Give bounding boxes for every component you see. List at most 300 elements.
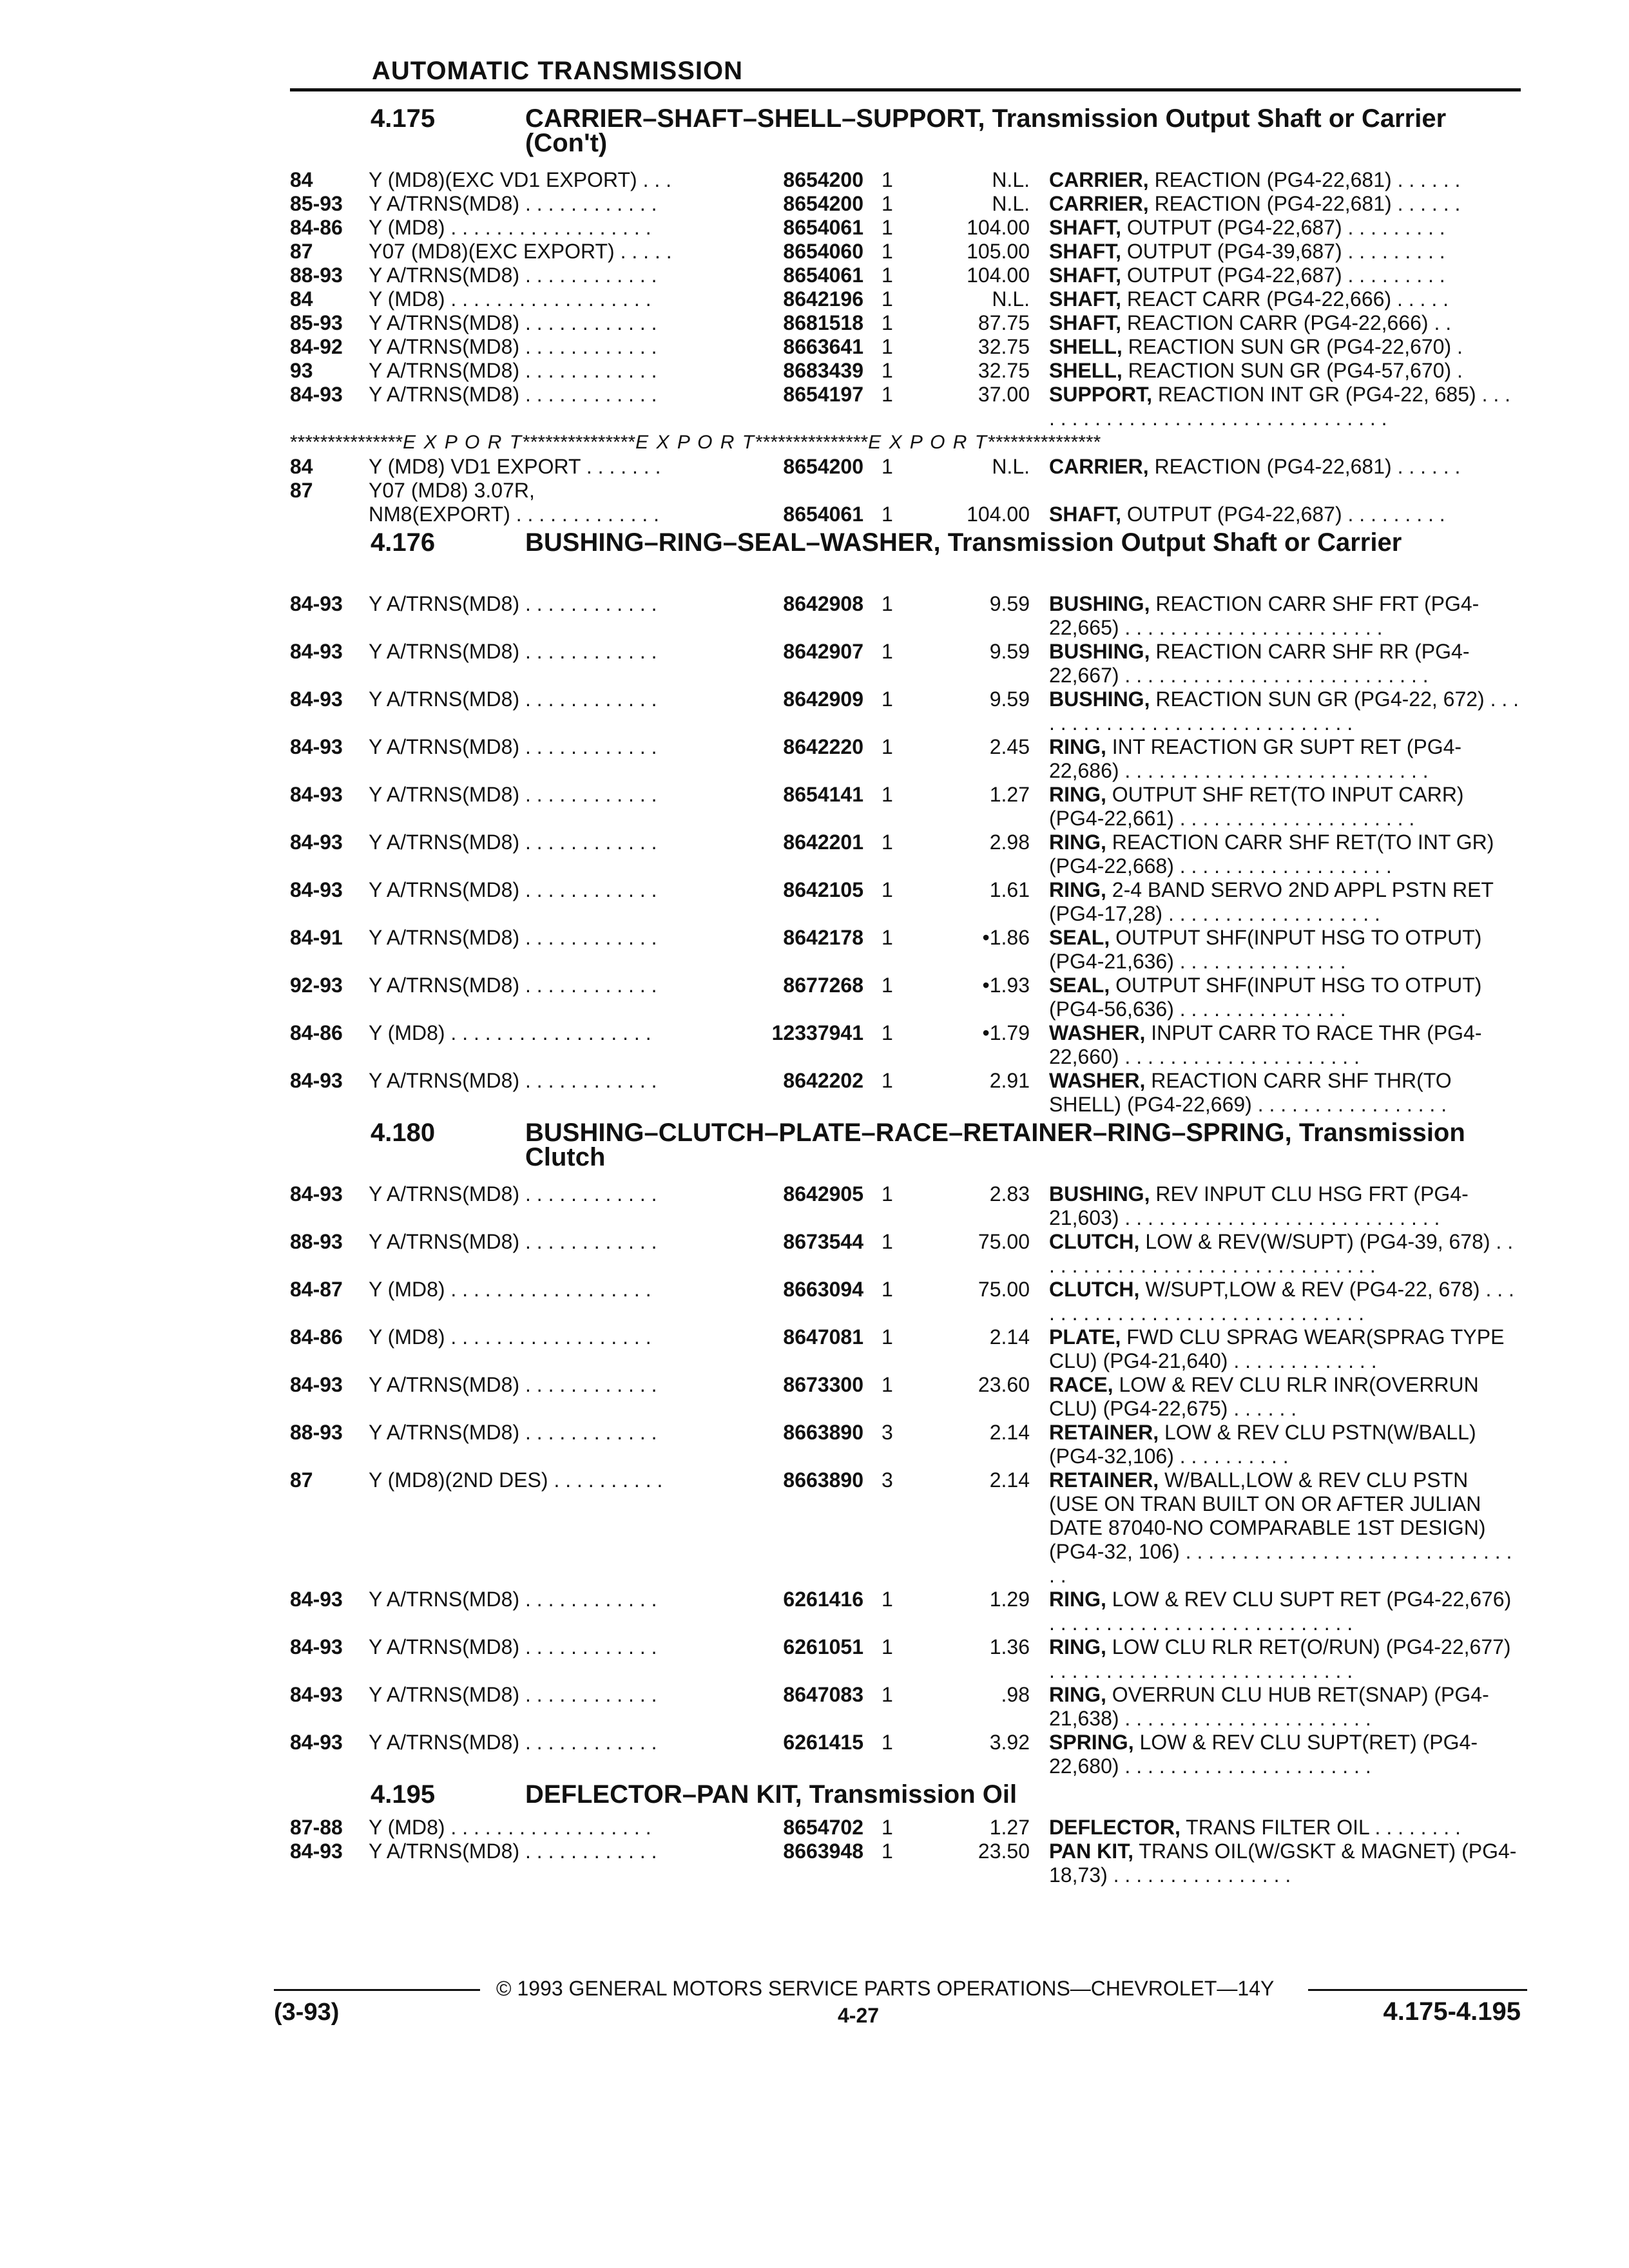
footer-rule-right (1308, 1989, 1527, 1991)
model-code: Y A/TRNS(MD8) . . . . . . . . . . . . (369, 383, 657, 406)
model-years: 84-93 (290, 592, 343, 615)
model-years: 88-93 (290, 1421, 343, 1444)
price: 1.61 (989, 878, 1030, 901)
model-years: 88-93 (290, 264, 343, 287)
part-description (1049, 831, 1519, 878)
model-code: Y A/TRNS(MD8) . . . . . . . . . . . . (369, 735, 657, 758)
part-number: 12337941 (771, 1021, 863, 1044)
model-code: Y A/TRNS(MD8) . . . . . . . . . . . . (369, 926, 657, 949)
quantity: 1 (882, 783, 893, 806)
part-number: 8642178 (783, 926, 863, 949)
footer-copyright: © 1993 GENERAL MOTORS SERVICE PARTS OPERATIONS—CHEVROLET—14Y (496, 1977, 1275, 2000)
part-description (1049, 192, 1519, 216)
part-number: 8647083 (783, 1683, 863, 1706)
model-code: Y (MD8) . . . . . . . . . . . . . . . . . . (369, 1325, 651, 1349)
model-code: Y A/TRNS(MD8) . . . . . . . . . . . . (369, 878, 657, 901)
part-detail: REACTION CARR SHF RR (PG4-22,667) . . . . . . . . . . . . . . . . . . . . . . . . . . . (1049, 640, 1470, 687)
part-name: SHAFT, (1049, 240, 1121, 263)
price: 32.75 (978, 359, 1030, 382)
part-detail: REACTION INT GR (PG4-22, 685) . . . . . . . . . . . . . . . . . . . . . . . . . . . . . . . . . (1049, 383, 1511, 430)
section-title-main: DEFLECTOR–PAN KIT, (525, 1780, 802, 1809)
section-title (525, 1782, 1518, 1807)
table-row (290, 1635, 1527, 1683)
model-years: 84-93 (290, 1731, 343, 1754)
part-number: 8642196 (783, 287, 863, 311)
price: •1.86 (982, 926, 1030, 949)
table-row (290, 1373, 1527, 1421)
table-row (290, 192, 1527, 216)
model-years: 84-91 (290, 926, 343, 949)
part-description (1049, 455, 1519, 479)
model-years: 87 (290, 479, 313, 502)
part-detail: LOW & REV CLU SUPT(RET) (PG4-22,680) . . . . . . . . . . . . . . . . . . . . . . (1049, 1731, 1478, 1778)
quantity: 1 (882, 503, 893, 526)
part-number: 8642907 (783, 640, 863, 663)
part-name: SHAFT, (1049, 503, 1121, 526)
model-years: 84 (290, 287, 313, 311)
quantity: 1 (882, 359, 893, 382)
model-code: Y A/TRNS(MD8) . . . . . . . . . . . . (369, 1182, 657, 1206)
model-years: 84-86 (290, 1325, 343, 1349)
model-code: Y (MD8) . . . . . . . . . . . . . . . . . . (369, 287, 651, 311)
header-rule (290, 88, 1521, 91)
part-detail: LOW & REV CLU SUPT RET (PG4-22,676) . . . . . . . . . . . . . . . . . . . . . . . . . . . (1049, 1588, 1512, 1635)
table-row (290, 1588, 1527, 1635)
part-name: SHAFT, (1049, 311, 1121, 334)
part-name: RETAINER, (1049, 1421, 1159, 1444)
model-years: 87 (290, 240, 313, 263)
price: 2.91 (989, 1069, 1030, 1092)
model-code: Y (MD8) VD1 EXPORT . . . . . . . (369, 455, 661, 478)
model-years: 84 (290, 455, 313, 478)
quantity: 1 (882, 687, 893, 711)
section-number: 4.176 (371, 528, 436, 557)
part-detail: REACTION SUN GR (PG4-22,670) . (1128, 335, 1463, 358)
model-years: 84-93 (290, 1635, 343, 1658)
table-row (290, 1840, 1527, 1887)
price: 1.36 (989, 1635, 1030, 1658)
export-label: E X P O R T (635, 432, 756, 453)
quantity: 3 (882, 1421, 893, 1444)
part-number: 8663948 (783, 1840, 863, 1863)
part-name: SEAL, (1049, 974, 1110, 997)
part-detail: OUTPUT SHF(INPUT HSG TO OTPUT) (PG4-21,636) . . . . . . . . . . . . . . . (1049, 926, 1482, 973)
model-years: 84-93 (290, 1840, 343, 1863)
model-years: 84-93 (290, 687, 343, 711)
part-number: 8654702 (783, 1816, 863, 1839)
quantity: 1 (882, 216, 893, 239)
part-name: BUSHING, (1049, 687, 1150, 711)
table-row (290, 1021, 1527, 1069)
model-code: Y A/TRNS(MD8) . . . . . . . . . . . . (369, 1635, 657, 1658)
table-row (290, 1683, 1527, 1731)
price: 2.14 (989, 1325, 1030, 1349)
model-code: Y07 (MD8)(EXC EXPORT) . . . . . (369, 240, 672, 263)
part-detail: REACTION SUN GR (PG4-57,670) . (1128, 359, 1463, 382)
part-description (1049, 1182, 1519, 1230)
section-title-main: BUSHING–CLUTCH–PLATE–RACE–RETAINER–RING–SPRING, (525, 1119, 1292, 1147)
table-row (290, 1069, 1527, 1117)
part-description (1049, 335, 1519, 359)
price: 104.00 (967, 503, 1030, 526)
price: 37.00 (978, 383, 1030, 406)
price: 9.59 (989, 640, 1030, 663)
price: •1.79 (982, 1021, 1030, 1044)
export-stars: *************** (755, 432, 869, 453)
model-code: Y A/TRNS(MD8) . . . . . . . . . . . . (369, 1069, 657, 1092)
table-row (290, 831, 1527, 878)
part-name: CARRIER, (1049, 192, 1149, 215)
model-code: Y (MD8) . . . . . . . . . . . . . . . . . . (369, 1816, 651, 1839)
part-detail: INPUT CARR TO RACE THR (PG4-22,660) . . . . . . . . . . . . . . . . . . . . . (1049, 1021, 1482, 1068)
part-description (1049, 1635, 1519, 1683)
table-row (290, 455, 1527, 479)
part-name: CLUTCH, (1049, 1278, 1140, 1301)
model-code-cont: NM8(EXPORT) . . . . . . . . . . . . . (369, 503, 660, 526)
section-4-176 (290, 530, 1527, 1117)
part-detail: LOW & REV CLU PSTN(W/BALL) (PG4-32,106) . . . . . . . . . . (1049, 1421, 1476, 1468)
export-label: E X P O R T (868, 432, 988, 453)
part-description (1049, 640, 1519, 687)
price: 2.45 (989, 735, 1030, 758)
part-number: 8642908 (783, 592, 863, 615)
quantity: 1 (882, 335, 893, 358)
table-row (290, 264, 1527, 287)
part-description (1049, 1069, 1519, 1117)
part-description (1049, 1683, 1519, 1731)
part-name: SHELL, (1049, 335, 1123, 358)
price: 23.50 (978, 1840, 1030, 1863)
part-description (1049, 1816, 1519, 1840)
part-name: BUSHING, (1049, 1182, 1150, 1206)
model-years: 85-93 (290, 192, 343, 215)
quantity: 1 (882, 831, 893, 854)
quantity: 3 (882, 1468, 893, 1492)
part-description (1049, 1230, 1519, 1278)
table-row (290, 1182, 1527, 1230)
table-row (290, 1278, 1527, 1325)
price: 9.59 (989, 687, 1030, 711)
price: 104.00 (967, 216, 1030, 239)
model-code: Y07 (MD8) 3.07R, (369, 479, 535, 502)
model-code: Y A/TRNS(MD8) . . . . . . . . . . . . (369, 974, 657, 997)
part-description (1049, 783, 1519, 831)
price: 23.60 (978, 1373, 1030, 1396)
table-row (290, 1731, 1527, 1778)
part-detail: LOW & REV(W/SUPT) (PG4-39, 678) . . . . . . . . . . . . . . . . . . . . . . . . . . . . . . . (1049, 1230, 1514, 1277)
part-description (1049, 216, 1519, 240)
parts-listing (290, 106, 1527, 1887)
table-row (290, 974, 1527, 1021)
model-code: Y A/TRNS(MD8) . . . . . . . . . . . . (369, 192, 657, 215)
section-heading (290, 106, 1527, 168)
table-row (290, 735, 1527, 783)
price: •1.93 (982, 974, 1030, 997)
part-name: SEAL, (1049, 926, 1110, 949)
section-title-sub: Transmission Output Shaft or Carrier (947, 528, 1402, 557)
model-code: Y A/TRNS(MD8) . . . . . . . . . . . . (369, 1588, 657, 1611)
part-description (1049, 926, 1519, 974)
table-row (290, 1325, 1527, 1373)
table-row (290, 311, 1527, 335)
part-description (1049, 1325, 1519, 1373)
model-years: 84 (290, 168, 313, 191)
table-row (290, 287, 1527, 311)
part-description (1049, 264, 1519, 287)
part-detail: OUTPUT (PG4-39,687) . . . . . . . . . (1126, 240, 1445, 263)
table-row (290, 216, 1527, 240)
part-detail: OUTPUT SHF(INPUT HSG TO OTPUT) (PG4-56,636) . . . . . . . . . . . . . . . (1049, 974, 1482, 1021)
quantity: 1 (882, 1021, 893, 1044)
section-title (525, 530, 1518, 555)
model-years: 84-93 (290, 1588, 343, 1611)
model-years: 84-93 (290, 1373, 343, 1396)
quantity: 1 (882, 735, 893, 758)
quantity: 1 (882, 1325, 893, 1349)
part-detail: REACTION (PG4-22,681) . . . . . . (1154, 455, 1461, 478)
model-code: Y A/TRNS(MD8) . . . . . . . . . . . . (369, 687, 657, 711)
quantity: 1 (882, 240, 893, 263)
part-detail: REACTION SUN GR (PG4-22, 672) . . . . . . . . . . . . . . . . . . . . . . . . . . . . . . (1049, 687, 1519, 735)
price: 105.00 (967, 240, 1030, 263)
table-row (290, 240, 1527, 264)
part-description (1049, 240, 1519, 264)
part-description (1049, 168, 1519, 192)
section-number: 4.180 (371, 1119, 436, 1147)
model-code: Y A/TRNS(MD8) . . . . . . . . . . . . (369, 1373, 657, 1396)
part-name: BUSHING, (1049, 640, 1150, 663)
part-detail: OUTPUT (PG4-22,687) . . . . . . . . . (1126, 216, 1445, 239)
table-row (290, 1468, 1527, 1588)
export-stars: *************** (290, 432, 403, 453)
model-code: Y (MD8) . . . . . . . . . . . . . . . . . . (369, 1021, 651, 1044)
part-detail: TRANS OIL(W/GSKT & MAGNET) (PG4-18,73) . . . . . . . . . . . . . . . . (1049, 1840, 1517, 1887)
quantity: 1 (882, 1069, 893, 1092)
part-description (1049, 359, 1519, 383)
part-detail: REACTION CARR (PG4-22,666) . . (1126, 311, 1452, 334)
section-title (525, 1120, 1518, 1169)
price: 75.00 (978, 1230, 1030, 1253)
part-detail: OUTPUT (PG4-22,687) . . . . . . . . . (1126, 264, 1445, 287)
quantity: 1 (882, 1278, 893, 1301)
part-description (1049, 311, 1519, 335)
model-years: 85-93 (290, 311, 343, 334)
part-detail: FWD CLU SPRAG WEAR(SPRAG TYPE CLU) (PG4-21,640) . . . . . . . . . . . . . (1049, 1325, 1505, 1372)
part-name: RING, (1049, 831, 1106, 854)
part-number: 8642909 (783, 687, 863, 711)
part-name: RING, (1049, 735, 1106, 758)
price: 1.27 (989, 1816, 1030, 1839)
part-number: 8654200 (783, 455, 863, 478)
table-row (290, 878, 1527, 926)
price: 75.00 (978, 1278, 1030, 1301)
part-name: SHELL, (1049, 359, 1123, 382)
part-detail: INT REACTION GR SUPT RET (PG4-22,686) . . . . . . . . . . . . . . . . . . . . . . . . . . . (1049, 735, 1462, 782)
section-4-180 (290, 1120, 1527, 1778)
model-years: 84-92 (290, 335, 343, 358)
part-description (1049, 1373, 1519, 1421)
quantity: 1 (882, 1840, 893, 1863)
table-row (290, 1421, 1527, 1468)
section-title (525, 106, 1518, 155)
part-name: WASHER, (1049, 1021, 1146, 1044)
part-description (1049, 1021, 1519, 1069)
part-name: SHAFT, (1049, 287, 1121, 311)
part-description (1049, 1731, 1519, 1778)
model-code: Y (MD8)(2ND DES) . . . . . . . . . . (369, 1468, 663, 1492)
quantity: 1 (882, 1182, 893, 1206)
table-row (290, 479, 1527, 526)
price: 87.75 (978, 311, 1030, 334)
part-number: 8642201 (783, 831, 863, 854)
part-description (1049, 1840, 1519, 1887)
part-description (1049, 878, 1519, 926)
price: N.L. (992, 287, 1030, 311)
model-code: Y A/TRNS(MD8) . . . . . . . . . . . . (369, 311, 657, 334)
part-name: RACE, (1049, 1373, 1113, 1396)
price: N.L. (992, 455, 1030, 478)
model-years: 84-93 (290, 831, 343, 854)
model-years: 87-88 (290, 1816, 343, 1839)
section-heading (290, 1782, 1527, 1816)
model-years: 84-87 (290, 1278, 343, 1301)
part-detail: REACTION CARR SHF THR(TO SHELL) (PG4-22,669) . . . . . . . . . . . . . . . . . (1049, 1069, 1452, 1116)
part-name: DEFLECTOR, (1049, 1816, 1181, 1839)
table-row (290, 1816, 1527, 1840)
footer-section-range: 4.175-4.195 (1383, 1997, 1521, 2026)
part-number: 8663890 (783, 1468, 863, 1492)
quantity: 1 (882, 878, 893, 901)
price: 2.98 (989, 831, 1030, 854)
quantity: 1 (882, 311, 893, 334)
model-code: Y A/TRNS(MD8) . . . . . . . . . . . . (369, 1840, 657, 1863)
section-4-175 (290, 106, 1527, 526)
quantity: 1 (882, 1373, 893, 1396)
part-number: 8642905 (783, 1182, 863, 1206)
part-detail: REACTION (PG4-22,681) . . . . . . (1154, 168, 1461, 191)
part-description (1049, 503, 1519, 526)
part-name: RING, (1049, 783, 1106, 806)
quantity: 1 (882, 1635, 893, 1658)
part-name: SHAFT, (1049, 264, 1121, 287)
price: 32.75 (978, 335, 1030, 358)
part-number: 8642105 (783, 878, 863, 901)
model-years: 84-93 (290, 1182, 343, 1206)
part-number: 6261051 (783, 1635, 863, 1658)
model-years: 87 (290, 1468, 313, 1492)
table-row (290, 168, 1527, 192)
model-code: Y A/TRNS(MD8) . . . . . . . . . . . . (369, 264, 657, 287)
part-name: PAN KIT, (1049, 1840, 1133, 1863)
part-description (1049, 592, 1519, 640)
part-number: 8654061 (783, 503, 863, 526)
price: .98 (1001, 1683, 1030, 1706)
part-detail: REACTION (PG4-22,681) . . . . . . (1154, 192, 1461, 215)
table-row (290, 926, 1527, 974)
model-years: 84-93 (290, 1683, 343, 1706)
part-name: BUSHING, (1049, 592, 1150, 615)
part-detail: TRANS FILTER OIL . . . . . . . . (1186, 1816, 1461, 1839)
part-detail: REV INPUT CLU HSG FRT (PG4-21,603) . . . . . . . . . . . . . . . . . . . . . . . . . . . . (1049, 1182, 1469, 1229)
part-number: 8663890 (783, 1421, 863, 1444)
model-code: Y (MD8) . . . . . . . . . . . . . . . . . . (369, 216, 651, 239)
part-detail: 2-4 BAND SERVO 2ND APPL PSTN RET (PG4-17,28) . . . . . . . . . . . . . . . . . . . (1049, 878, 1494, 925)
part-number: 8673544 (783, 1230, 863, 1253)
part-number: 6261415 (783, 1731, 863, 1754)
part-name: SUPPORT, (1049, 383, 1153, 406)
part-number: 8654141 (783, 783, 863, 806)
table-row (290, 687, 1527, 735)
part-number: 6261416 (783, 1588, 863, 1611)
price: 2.83 (989, 1182, 1030, 1206)
part-number: 8673300 (783, 1373, 863, 1396)
part-number: 8663641 (783, 335, 863, 358)
part-name: WASHER, (1049, 1069, 1146, 1092)
model-code: Y A/TRNS(MD8) . . . . . . . . . . . . (369, 1421, 657, 1444)
table-row (290, 383, 1527, 430)
quantity: 1 (882, 192, 893, 215)
table-row (290, 1230, 1527, 1278)
part-name: RING, (1049, 1635, 1106, 1658)
section-title-main: BUSHING–RING–SEAL–WASHER, (525, 528, 941, 557)
part-number: 8654197 (783, 383, 863, 406)
part-name: RING, (1049, 1683, 1106, 1706)
quantity: 1 (882, 287, 893, 311)
table-row (290, 783, 1527, 831)
part-detail: OUTPUT (PG4-22,687) . . . . . . . . . (1126, 503, 1445, 526)
export-stars: *************** (523, 432, 636, 453)
section-title-sub: Transmission Output Shaft or Carrier (Con't) (525, 104, 1447, 157)
quantity: 1 (882, 640, 893, 663)
table-row (290, 335, 1527, 359)
section-number: 4.195 (371, 1780, 436, 1809)
part-description (1049, 974, 1519, 1021)
part-description (1049, 735, 1519, 783)
model-code: Y A/TRNS(MD8) . . . . . . . . . . . . (369, 783, 657, 806)
export-divider (290, 430, 1527, 455)
part-number: 8654061 (783, 216, 863, 239)
part-number: 8654200 (783, 192, 863, 215)
model-code: Y A/TRNS(MD8) . . . . . . . . . . . . (369, 1683, 657, 1706)
part-name: CARRIER, (1049, 455, 1149, 478)
table-row (290, 359, 1527, 383)
model-years: 88-93 (290, 1230, 343, 1253)
model-code: Y A/TRNS(MD8) . . . . . . . . . . . . (369, 1230, 657, 1253)
model-code: Y A/TRNS(MD8) . . . . . . . . . . . . (369, 592, 657, 615)
model-code: Y A/TRNS(MD8) . . . . . . . . . . . . (369, 1731, 657, 1754)
model-code: Y (MD8)(EXC VD1 EXPORT) . . . (369, 168, 672, 191)
quantity: 1 (882, 455, 893, 478)
part-description (1049, 1588, 1519, 1635)
footer-page-number: 4-27 (838, 2004, 880, 2027)
model-years: 93 (290, 359, 313, 382)
part-detail: REACT CARR (PG4-22,666) . . . . . (1126, 287, 1449, 311)
part-description (1049, 287, 1519, 311)
model-years: 84-93 (290, 640, 343, 663)
section-title-sub: Transmission Oil (809, 1780, 1017, 1809)
part-number: 8654060 (783, 240, 863, 263)
table-row (290, 640, 1527, 687)
quantity: 1 (882, 264, 893, 287)
price: 2.14 (989, 1421, 1030, 1444)
section-4-195 (290, 1782, 1527, 1887)
quantity: 1 (882, 1588, 893, 1611)
quantity: 1 (882, 1731, 893, 1754)
price: N.L. (992, 168, 1030, 191)
section-number: 4.175 (371, 104, 436, 133)
part-detail: REACTION CARR SHF FRT (PG4-22,665) . . . . . . . . . . . . . . . . . . . . . . . (1049, 592, 1480, 639)
part-number: 8654061 (783, 264, 863, 287)
